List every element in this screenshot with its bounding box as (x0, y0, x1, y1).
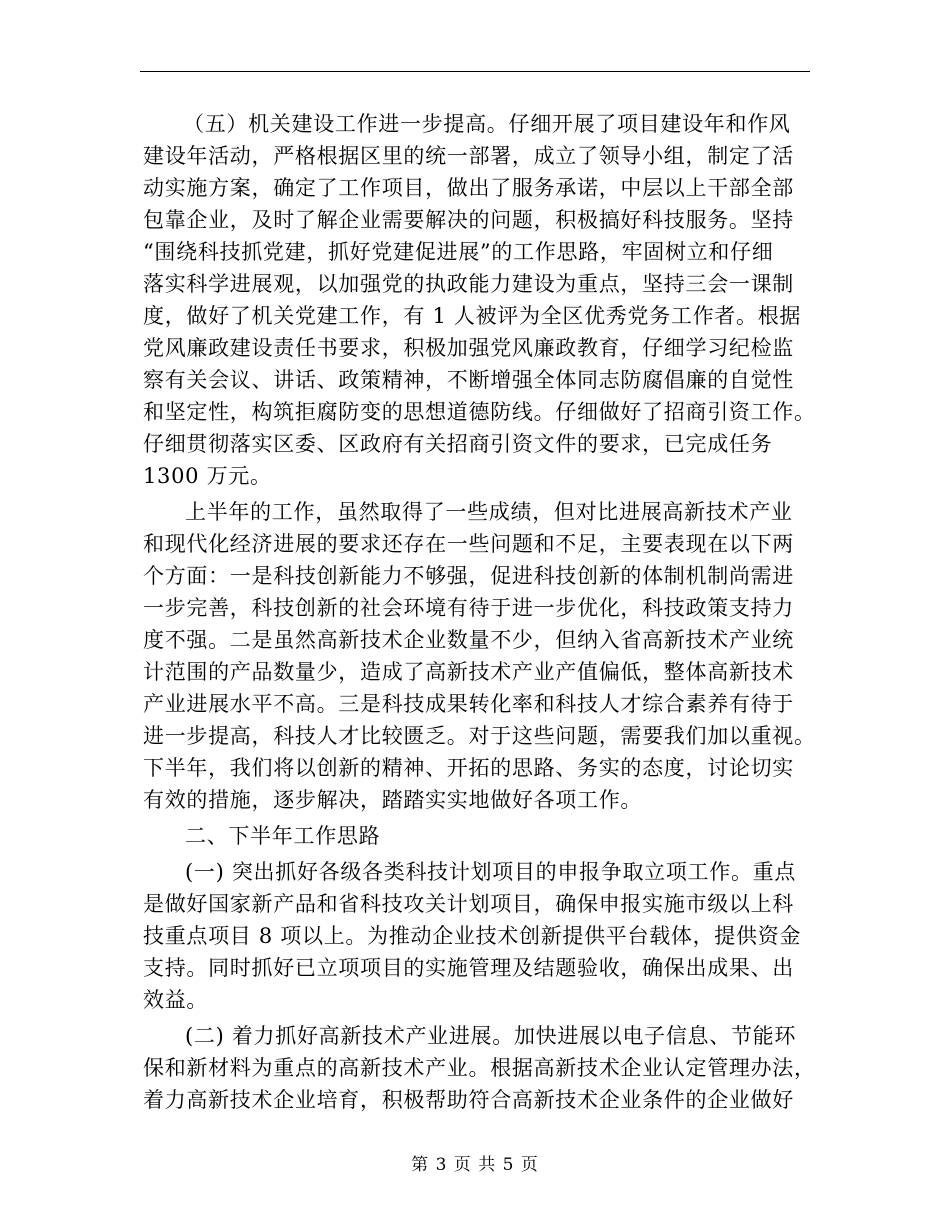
text-line: 包靠企业，及时了解企业需要解决的问题，积极搞好科技服务。坚持 (143, 208, 794, 232)
text-line: 技重点项目 8 项以上。为推动企业技术创新提供平台载体，提供资金 (143, 924, 802, 948)
text-line: 产业进展水平不高。三是科技成果转化率和科技人才综合素养有待于 (143, 692, 794, 716)
text-line: 保和新材料为重点的高新技术产业。根据高新技术企业认定管理办法， (143, 1056, 816, 1080)
text-line: 党风廉政建设责任书要求，积极加强党风廉政教育，仔细学习纪检监 (143, 336, 794, 360)
section-heading: 二、下半年工作思路 (185, 824, 381, 848)
text-line: 察有关会议、讲话、政策精神，不断增强全体同志防腐倡廉的自觉性 (143, 368, 794, 392)
text-line: (二) 着力抓好高新技术产业进展。加快进展以电子信息、节能环 (185, 1024, 797, 1048)
text-line: 度不强。二是虽然高新技术企业数量不少，但纳入省高新技术产业统 (143, 628, 794, 652)
text-line: 度，做好了机关党建工作，有 1 人被评为全区优秀党务工作者。根据 (143, 304, 802, 328)
header-rule (140, 71, 810, 72)
text-line: （五）机关建设工作进一步提高。仔细开展了项目建设年和作风 (183, 112, 791, 136)
text-line: 落实科学进展观，以加强党的执政能力建设为重点，坚持三会一课制 (143, 272, 794, 296)
text-line: 上半年的工作，虽然取得了一些成绩，但对比进展高新技术产业 (185, 500, 793, 524)
text-line: “围绕科技抓党建，抓好党建促进展”的工作思路，牢固树立和仔细 (143, 240, 774, 264)
text-line: 个方面：一是科技创新能力不够强，促进科技创新的体制机制尚需进 (143, 564, 794, 588)
text-line: 和现代化经济进展的要求还存在一些问题和不足，主要表现在以下两 (143, 532, 794, 556)
text-line: 动实施方案，确定了工作项目，做出了服务承诺，中层以上干部全部 (143, 176, 794, 200)
text-line: 进一步提高，科技人才比较匮乏。对于这些问题，需要我们加以重视。 (143, 724, 816, 748)
text-line: 一步完善，科技创新的社会环境有待于进一步优化，科技政策支持力 (143, 596, 794, 620)
text-line: 有效的措施，逐步解决，踏踏实实地做好各项工作。 (143, 788, 643, 812)
page-footer: 第 3 页 共 5 页 (411, 1155, 539, 1175)
text-line: 1300 万元。 (143, 464, 272, 488)
text-line: 着力高新技术企业培育，积极帮助符合高新技术企业条件的企业做好 (143, 1088, 794, 1112)
text-line: 支持。同时抓好已立项项目的实施管理及结题验收，确保出成果、出 (143, 956, 794, 980)
text-line: 是做好国家新产品和省科技攻关计划项目，确保申报实施市级以上科 (143, 892, 794, 916)
text-line: 计范围的产品数量少，造成了高新技术产业产值偏低，整体高新技术 (143, 660, 794, 684)
text-line: 仔细贯彻落实区委、区政府有关招商引资文件的要求，已完成任务 (143, 432, 773, 456)
text-line: 效益。 (143, 988, 209, 1012)
text-line: 下半年，我们将以创新的精神、开拓的思路、务实的态度，讨论切实 (143, 756, 794, 780)
text-line: 和坚定性，构筑拒腐防变的思想道德防线。仔细做好了招商引资工作。 (143, 400, 816, 424)
text-line: (一) 突出抓好各级各类科技计划项目的申报争取立项工作。重点 (185, 860, 797, 884)
text-line: 建设年活动，严格根据区里的统一部署，成立了领导小组，制定了活 (143, 144, 794, 168)
